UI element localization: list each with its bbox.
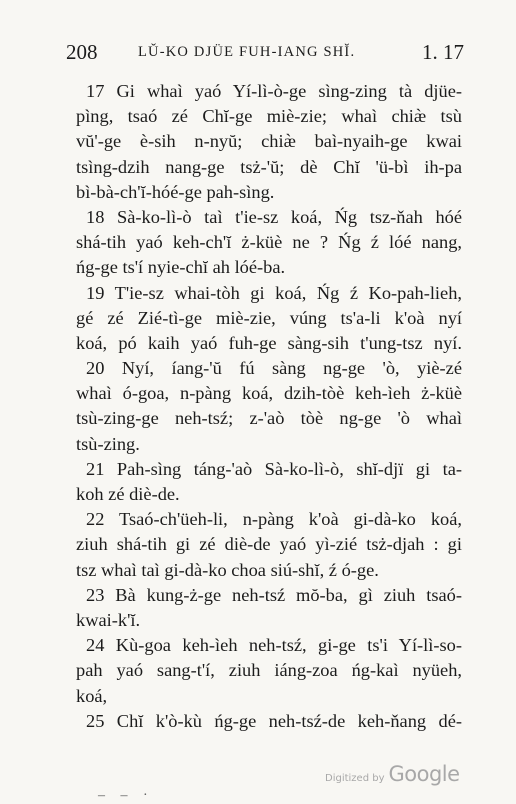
page-header xyxy=(66,40,464,70)
text-line: pìng, tsaó zé Chĭ-ge miè-zie; whaì chiæ̀ tsù xyxy=(76,106,462,127)
chapter-verse: 1. 17 xyxy=(422,40,464,64)
text-line: vŭ'-ge è-sih n-nyŭ; chiæ̀ baì-nyaih-ge kwai xyxy=(76,131,462,152)
text-line: tsù-zing-ge neh-tsź; z-'aò tòè ng-ge 'ò whaì xyxy=(76,408,462,429)
text-body xyxy=(76,79,462,734)
page-number: 208 xyxy=(66,40,98,64)
text-line: 25 Chĭ k'ò-kù ńg-ge neh-tsź-de keh-ňang dé- xyxy=(86,710,462,731)
text-line: tsù-zing. xyxy=(76,433,140,454)
google-logo: Google xyxy=(388,762,460,786)
text-line: 22 Tsaó-ch'üeh-li, n-pàng k'oà gi-dà-ko koá, xyxy=(86,509,462,530)
text-line: gé zé Zié-tì-ge miè-zie, vúng ts'a-li k'oà nyí xyxy=(76,307,462,328)
running-title: LŬ-KO DJÜE FUH-IANG SHĬ. xyxy=(138,44,356,60)
text-line: 21 Pah-sìng táng-'aò Sà-ko-lì-ò, shĭ-djï gi ta- xyxy=(86,458,462,479)
text-line: ziuh shá-tih gi zé diè-de yaó yì-zié tsż-djah : gi xyxy=(76,534,462,555)
text-line: 17 Gi whaì yaó Yí-lì-ò-ge sìng-zing tà djüe- xyxy=(86,81,462,101)
text-line: koá, pó kaih yaó fuh-ge sàng-sih t'ung-tsz nyí. xyxy=(76,332,462,353)
bottom-marks: – – · xyxy=(98,788,154,803)
text-line: 19 T'ie-sz whai-tòh gi koá, Ńg ź Ko-pah-lieh, xyxy=(86,282,462,303)
text-line: 18 Sà-ko-lì-ò taì t'ie-sz koá, Ńg tsz-ňah hóé xyxy=(86,206,462,227)
text-line: koh zé diè-de. xyxy=(76,484,180,504)
text-line: bì-bà-ch'ĭ-hóé-ge pah-sìng. xyxy=(76,181,275,202)
text-line: ńg-ge ts'í nyie-chĭ ah lóé-ba. xyxy=(76,257,286,278)
text-line: tsz whaì taì gi-dà-ko choa siú-shĭ, ź ó-ge. xyxy=(76,559,379,580)
text-line: whaì ó-goa, n-pàng koá, dzih-tòè keh-ìeh ż-küè xyxy=(76,383,462,404)
text-line: 24 Kù-goa keh-ìeh neh-tsź, gi-ge ts'i Yí-lì-so- xyxy=(86,635,462,656)
text-line: pah yaó sang-t'í, ziuh iáng-zoa ńg-kaì nyüeh, xyxy=(76,660,462,681)
text-line: kwai-k'ĭ. xyxy=(76,609,141,630)
text-line: shá-tih yaó keh-ch'ĭ ż-küè ne ? Ńg ź lóé nang, xyxy=(76,232,462,253)
text-line: tsìng-dzih nang-ge tsż-'ŭ; dè Chĭ 'ü-bì ih-pa xyxy=(76,156,462,177)
digitized-watermark xyxy=(325,762,460,786)
text-line: 20 Nyí, íang-'ŭ fú sàng ng-ge 'ò, yiè-zé xyxy=(86,358,462,379)
watermark-small-text: Digitized by xyxy=(325,773,385,784)
text-line: koá, xyxy=(76,685,108,706)
text-line: 23 Bà kung-ż-ge neh-tsź mŏ-ba, gì ziuh tsaó- xyxy=(86,584,462,605)
